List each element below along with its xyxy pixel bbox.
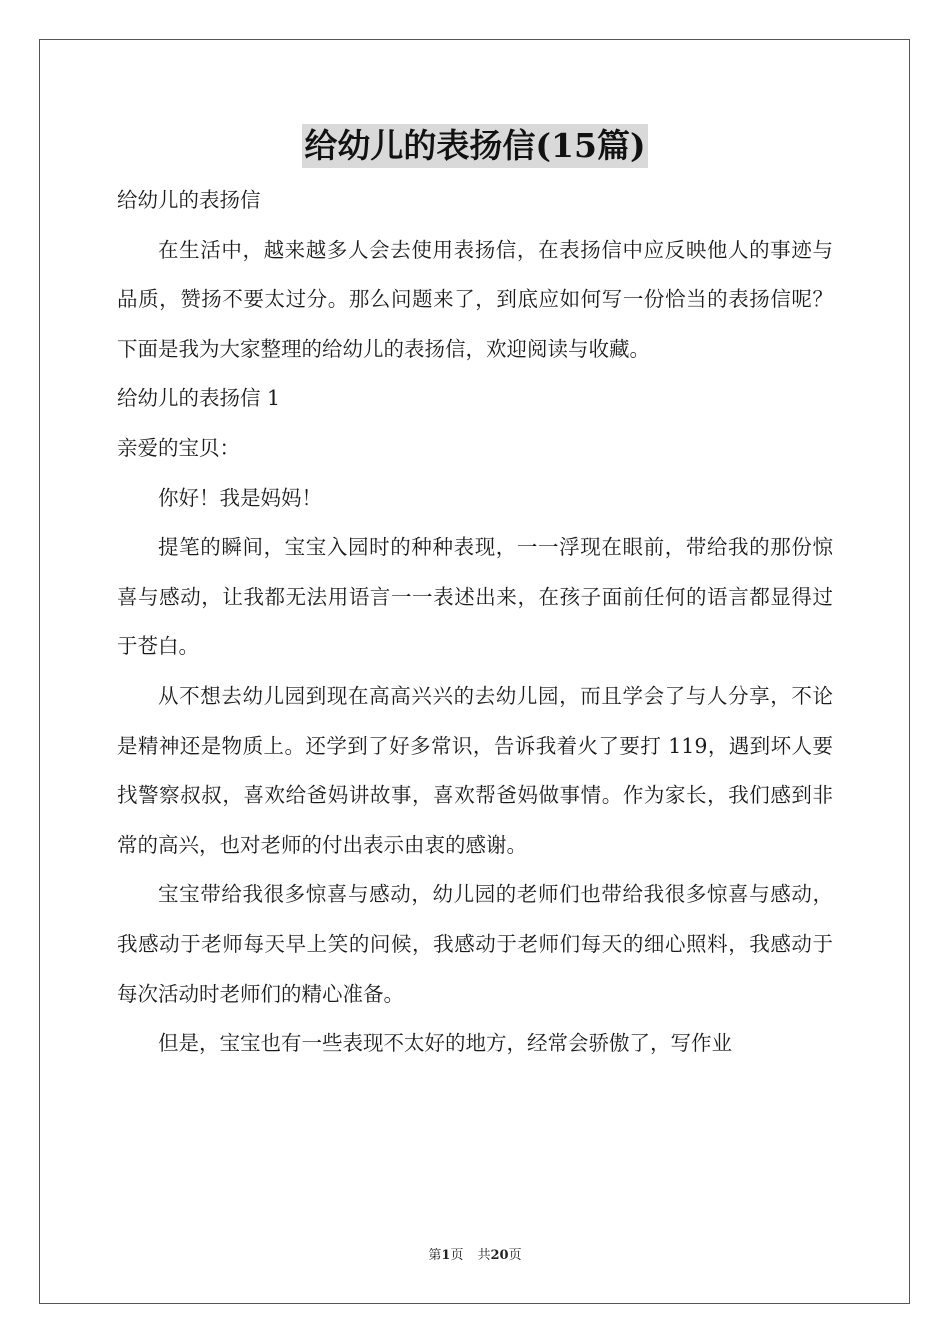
total-pages: 20 [490, 1248, 509, 1263]
page-suffix: 页 [450, 1248, 464, 1263]
paragraph: 你好！我是妈妈！ [158, 485, 322, 510]
page-prefix: 第 [428, 1248, 442, 1263]
paragraph: 从不想去幼儿园到现在高高兴兴的去幼儿园，而且学会了与人分享，不论是精神还是物质上。还学到了好多常识，告诉我着火了要打 119，遇到坏人要找警察叔叔，喜欢给爸妈讲故事，喜欢帮爸妈做事情。作为家长，我们感到非常的高兴，也对老师的付出表示由衷的感谢。 [117, 683, 833, 857]
document-body [117, 176, 833, 1069]
salutation: 亲爱的宝贝： [117, 435, 240, 460]
paragraph: 给幼儿的表扬信 [117, 188, 261, 212]
document-title: 给幼儿的表扬信(15篇) [302, 124, 647, 168]
section-heading: 给幼儿的表扬信 1 [117, 386, 281, 411]
page-footer [0, 1244, 950, 1263]
paragraph: 但是，宝宝也有一些表现不太好的地方，经常会骄傲了，写作业 [158, 1031, 732, 1056]
page-number: 1 [441, 1248, 451, 1263]
paragraph: 宝宝带给我很多惊喜与感动，幼儿园的老师们也带给我很多惊喜与感动，我感动于老师每天早上笑的问候，我感动于老师们每天的细心照料，我感动于每次活动时老师们的精心准备。 [117, 882, 833, 1006]
paragraph: 提笔的瞬间，宝宝入园时的种种表现，一一浮现在眼前，带给我的那份惊喜与感动，让我都无法用语言一一表述出来，在孩子面前任何的语言都显得过于苍白。 [117, 535, 833, 659]
title-container [0, 124, 950, 168]
paragraph: 在生活中，越来越多人会去使用表扬信，在表扬信中应反映他人的事迹与品质，赞扬不要太过分。那么问题来了，到底应如何写一份恰当的表扬信呢？下面是我为大家整理的给幼儿的表扬信，欢迎阅读与收藏。 [117, 237, 833, 361]
total-suffix: 页 [508, 1248, 522, 1263]
total-prefix: 共 [477, 1248, 491, 1263]
